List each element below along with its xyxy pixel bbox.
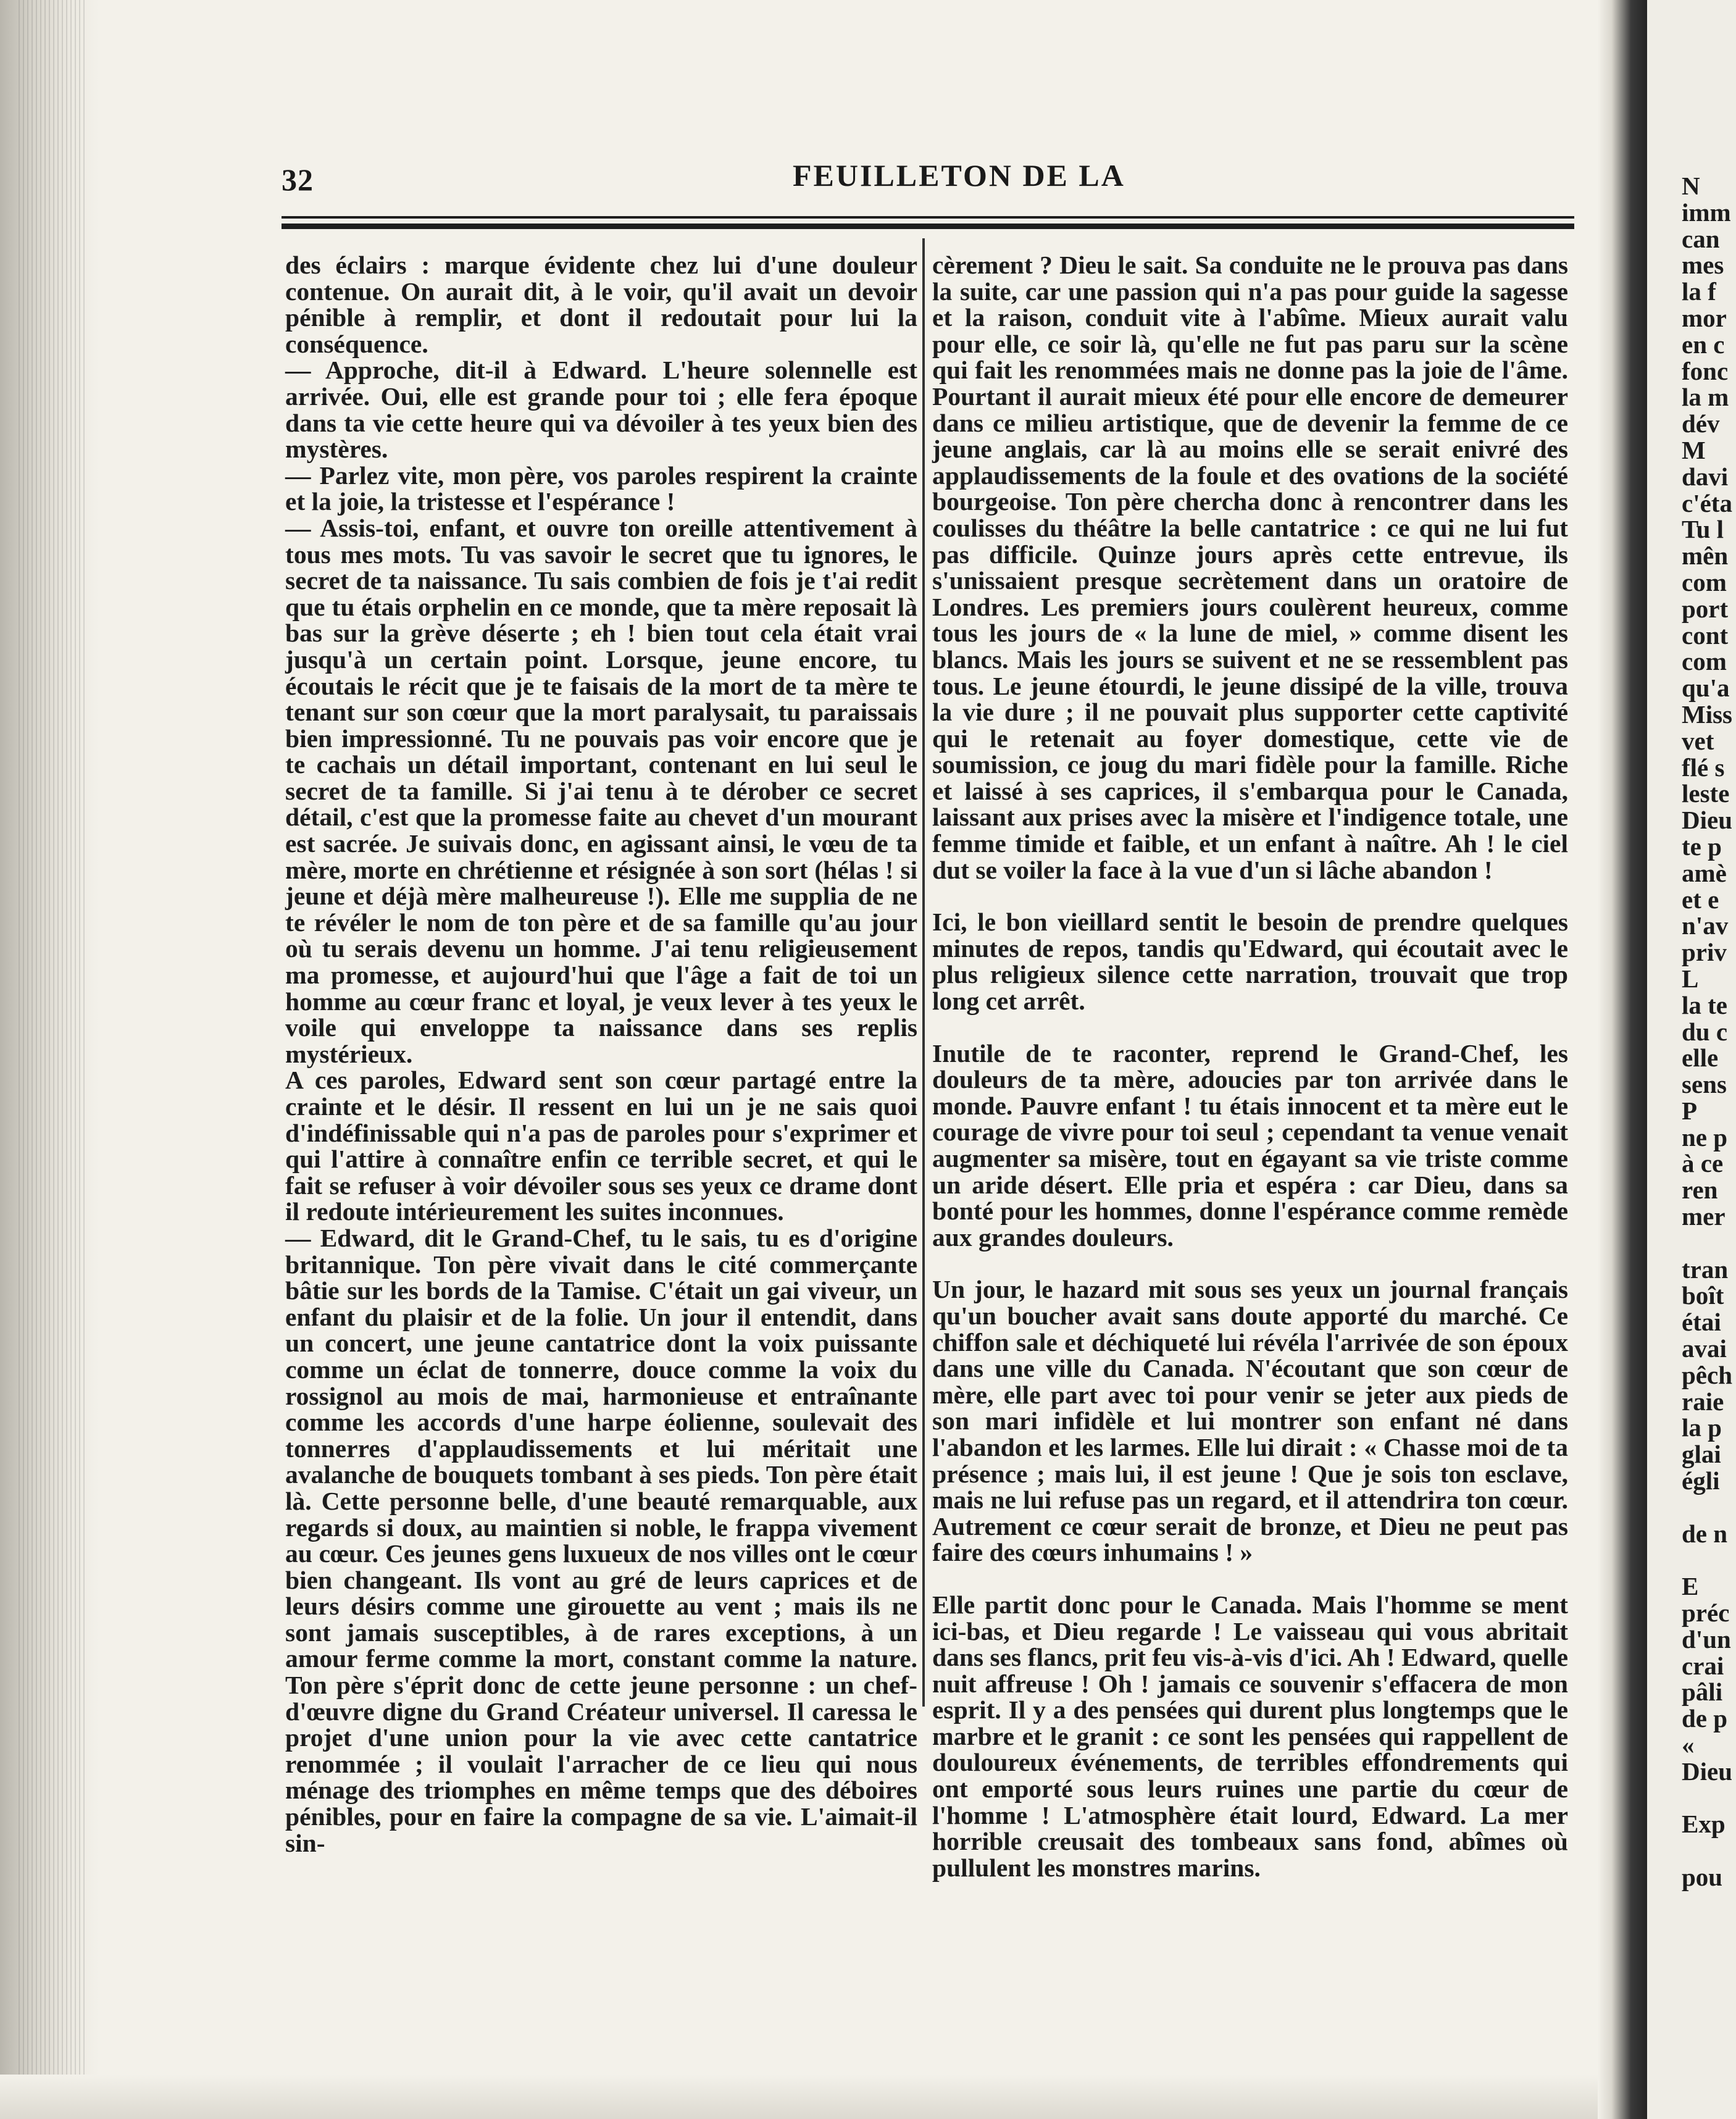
- facing-page-fragment: mên: [1682, 541, 1729, 570]
- facing-page-fragment: tran: [1682, 1255, 1729, 1284]
- facing-page-fragment: amè: [1682, 858, 1727, 887]
- facing-page-fragment: crai: [1682, 1651, 1724, 1680]
- facing-page-fragment: étai: [1682, 1308, 1721, 1337]
- facing-page-fragment: boît: [1682, 1281, 1724, 1310]
- paragraph: cèrement ? Dieu le sait. Sa conduite ne le prouva pas dans la suite, car une passion qui n'a pas pour guide la sagesse et la raison, conduit vite à l'abîme. Mieux aurait valu pour elle, ce soir là, qu'elle ne fut pas paru sur la scène qui fait les renommées mais ne donne pas la joie de l'âme. Pourtant il aurait mieux été pour elle encore de demeurer dans ce milieu artistique, que de devenir la femme de ce jeune anglais, car là au moins elle se serait enivré des applaudissements de la foule et des ovations de la société bourgeoise. Ton père chercha donc à rencontrer dans les coulisses du théâtre la belle cantatrice : ce qui ne lui fut pas difficile. Quinze jours après cette entrevue, ils s'unissaient presque secrètement dans un oratoire de Londres. Les premiers jours coulèrent heureux, comme tous les jours de « la lune de miel, » comme disent les blancs. Mais les jours se suivent et ne se ressemblent pas tous. Le jeune étourdi, le jeune dissipé de la ville, trouva la vie dure ; il ne pouvait plus supporter cette captivité qui le retenait au foyer domestique, cette vie de soumission, ce joug du mari fidèle pour la famille. Riche et laissé à ses caprices, il s'embarqua pour le Canada, laissant aux prises avec la misère et l'indigence totale, une femme timide et faible, et un enfant à naître. Ah ! le ciel dut se voiler la face à la vue d'un si lâche abandon !: [932, 251, 1568, 884]
- facing-page-fragment: pêch: [1682, 1360, 1732, 1389]
- facing-page-fragment: vet: [1682, 726, 1714, 755]
- paragraph: — Edward, dit le Grand-Chef, tu le sais, tu es d'origine britannique. Ton père vivait dans le cité commerçante bâtie sur les bords de la Tamise. C'était un gai viveur, un enfant du plaisir et de la folie. Un jour il entendit, dans un concert, une jeune cantatrice dont la voix puissante comme un éclat de tonnerre, douce comme la voix du rossignol au mois de mai, harmonieuse et entraînante comme les accords d'une harpe éolienne, soulevait des tonnerres d'applaudissements et lui méritait une avalanche de bouquets tombant à ses pieds. Ton père était là. Cette personne belle, d'une beauté remarquable, aux regards si doux, au maintien si noble, le frappa vivement au cœur. Ces jeunes gens luxueux de nos villes ont le cœur bien changeant. Ils vont au gré de leurs caprices et de leurs désirs comme une girouette au vent ; mais ils ne sont jamais susceptibles, à de rares exceptions, à un amour ferme comme la mort, constant comme la nature. Ton père s'éprit donc de cette jeune personne : un chef-d'œuvre digne du Grand Créateur universel. Il caressa le projet d'une union pour la vie avec cette cantatrice renommée ; il voulait l'arracher de ce lieu qui nous ménage des triomphes en même temps que des déboires pénibles, pour en faire la compagne de sa vie. L'aimait-il sin-: [285, 1223, 917, 1857]
- facing-page-fragment: com: [1682, 647, 1727, 676]
- header-rule-thick: [282, 224, 1574, 229]
- facing-page-fragment: [1682, 1494, 1732, 1521]
- facing-page-fragment: pou: [1682, 1863, 1723, 1891]
- left-text-column: [285, 252, 917, 1856]
- facing-page-fragment: priv: [1682, 938, 1727, 967]
- facing-page-fragment: [1682, 1547, 1732, 1573]
- page-number: 32: [282, 162, 314, 197]
- paragraph: Elle partit donc pour le Canada. Mais l'homme se ment ici-bas, et Dieu regarde ! Le vaisseau qui vous abritait dans ses flancs, prit feu vis-à-vis d'ici. Ah ! Edward, quelle nuit affreuse ! Oh ! jamais ce souvenir s'effacera de mon esprit. Il y a des pensées qui durent plus longtemps que le marbre et le granit : ce sont les pensées qui rappellent de douloureux événements, de terribles effondrements qui ont emporté sous leurs ruines une partie du cœur de l'homme ! L'atmosphère était lourd, Edward. La mer horrible creusait des tombeaux sans fond, abîmes où pullulent les monstres marins.: [932, 1590, 1568, 1882]
- running-title: FEUILLETON DE LA: [793, 158, 1125, 193]
- page-bottom-shadow: [0, 2075, 1630, 2119]
- facing-page-fragment: ne p: [1682, 1122, 1728, 1151]
- facing-page-fragment: [1682, 1785, 1732, 1812]
- paragraph: — Parlez vite, mon père, vos paroles respirent la crainte et la joie, la tristesse et l'espérance !: [285, 461, 917, 516]
- facing-page-fragment: en c: [1682, 330, 1725, 359]
- facing-page-fragment: [1682, 1230, 1732, 1256]
- paragraph: des éclairs : marque évidente chez lui d'une douleur contenue. On aurait dit, à le voir, qu'il avait un devoir pénible à remplir, et dont il redoutait pour lui la conséquence.: [285, 251, 917, 358]
- facing-page-fragment: fonc: [1682, 356, 1729, 385]
- facing-page-fragment: ren: [1682, 1176, 1718, 1205]
- facing-page-fragment: glai: [1682, 1440, 1721, 1469]
- facing-page-fragment: la f: [1682, 277, 1716, 306]
- facing-page-fragment: can: [1682, 224, 1720, 253]
- facing-page-fragment: com: [1682, 567, 1727, 596]
- facing-page: [1647, 0, 1736, 2119]
- book-gutter: [1598, 0, 1653, 2119]
- paragraph: A ces paroles, Edward sent son cœur partagé entre la crainte et le désir. Il ressent en lui un je ne sais quoi d'indéfinissable qui n'a pas de paroles pour s'exprimer et qui l'attire à connaître enfin ce terrible secret, et qui le fait se refuser à voir dévoiler sous ses yeux ce drame dont il redoute intérieurement les suites inconnues.: [285, 1066, 917, 1226]
- header-rule-thin: [282, 216, 1574, 219]
- facing-page-fragment: n'av: [1682, 911, 1729, 940]
- facing-page-fragment: de n: [1682, 1519, 1728, 1548]
- facing-page-fragment: sens: [1682, 1070, 1727, 1099]
- paragraph: Inutile de te raconter, reprend le Grand-Chef, les douleurs de ta mère, adoucies par ton arrivée dans le monde. Pauvre enfant ! tu étais innocent et ta mère eut le courage de vivre pour toi seul ; cependant ta venue venait augmenter sa misère, tout en égayant sa vie triste comme un aride désert. Elle pria et espéra : car Dieu, dans sa bonté pour les hommes, donne l'espérance comme remède aux grandes douleurs.: [932, 1039, 1568, 1252]
- paragraph: — Approche, dit-il à Edward. L'heure solennelle est arrivée. Oui, elle est grande pour toi ; elle fera époque dans ta vie cette heure qui va dévoiler à tes yeux bien des mystères.: [285, 356, 917, 464]
- facing-page-fragment: Tu l: [1682, 515, 1724, 544]
- facing-page-fragment: avai: [1682, 1334, 1727, 1363]
- facing-page-fragment: qu'a: [1682, 674, 1730, 703]
- facing-page-fragment: pâli: [1682, 1678, 1723, 1707]
- facing-page-fragment: L: [1682, 964, 1699, 993]
- facing-page-text: [1682, 173, 1732, 1891]
- facing-page-fragment: raie: [1682, 1387, 1724, 1416]
- facing-page-fragment: à ce: [1682, 1149, 1724, 1178]
- facing-page-fragment: Dieu: [1682, 1757, 1732, 1786]
- facing-page-fragment: «: [1682, 1731, 1695, 1760]
- facing-page-fragment: E: [1682, 1572, 1699, 1601]
- facing-page-fragment: préc: [1682, 1599, 1730, 1628]
- facing-page-fragment: d'un: [1682, 1624, 1731, 1653]
- facing-page-fragment: Dieu: [1682, 806, 1732, 835]
- paragraph: Ici, le bon vieillard sentit le besoin de prendre quelques minutes de repos, tandis qu'Edward, qui écoutait avec le plus religieux silence cette narration, trouvait que trop long cet arrêt.: [932, 908, 1568, 1016]
- facing-page-fragment: c'éta: [1682, 488, 1732, 517]
- page-stack-lines: [19, 0, 86, 2119]
- facing-page-fragment: [1682, 1837, 1732, 1864]
- paragraph: Un jour, le hazard mit sous ses yeux un journal français qu'un boucher avait sans doute apporté du marché. Ce chiffon sale et déchiqueté lui révéla l'arrivée de son époux dans une ville du Canada. N'écoutant que son cœur de mère, elle part avec toi pour venir se jeter aux pieds de son mari infidèle et lui montrer son enfant né dans l'abandon et les larmes. Elle lui dirait : « Chasse moi de ta présence ; mais lui, il est jeune ! Que je sois ton esclave, mais ne lui refuse pas un regard, et il attendrira ton cœur. Autrement ce cœur serait de bronze, et Dieu ne peut pas faire des cœurs inhumains ! »: [932, 1275, 1568, 1567]
- facing-page-fragment: imm: [1682, 198, 1731, 227]
- facing-page-fragment: port: [1682, 594, 1729, 623]
- facing-page-fragment: davi: [1682, 462, 1729, 491]
- facing-page-fragment: leste: [1682, 779, 1730, 808]
- facing-page-fragment: te p: [1682, 832, 1722, 861]
- facing-page-fragment: N: [1682, 172, 1700, 200]
- facing-page-fragment: égli: [1682, 1466, 1720, 1495]
- facing-page-fragment: mer: [1682, 1202, 1726, 1231]
- facing-page-fragment: Exp: [1682, 1810, 1726, 1839]
- facing-page-fragment: la p: [1682, 1413, 1722, 1442]
- column-divider: [922, 238, 925, 1707]
- facing-page-fragment: la te: [1682, 990, 1727, 1019]
- facing-page-fragment: cont: [1682, 621, 1729, 650]
- facing-page-fragment: elle: [1682, 1043, 1719, 1072]
- facing-page-fragment: et e: [1682, 885, 1719, 914]
- facing-page-fragment: M: [1682, 435, 1706, 464]
- facing-page-fragment: du c: [1682, 1017, 1728, 1046]
- facing-page-fragment: Miss: [1682, 700, 1732, 729]
- facing-page-fragment: mor: [1682, 303, 1727, 332]
- facing-page-fragment: dév: [1682, 409, 1720, 438]
- facing-page-fragment: flé s: [1682, 753, 1725, 782]
- paragraph: — Assis-toi, enfant, et ouvre ton oreille attentivement à tous mes mots. Tu vas savoir le secret que tu ignores, le secret de ta naissance. Tu sais combien de fois je t'ai redit que tu étais orphelin en ce monde, que ta mère reposait là bas sur la grève déserte ; eh ! bien tout cela était vrai jusqu'à un certain point. Lorsque, jeune encore, tu écoutais le récit que je te faisais de la mort de ta mère te tenant sur son cœur que la mort paralysait, tu paraissais bien impressionné. Tu ne pouvais pas voir encore que je te cachais un détail important, contenant en lui seul le secret de ta famille. Si j'ai tenu à te dérober ce secret détail, c'est que la promesse faite au chevet d'un mourant est sacrée. Je suivais donc, en agissant ainsi, le vœu de ta mère, morte en chrétienne et résignée à son sort (hélas ! si jeune et déjà mère malheureuse !). Elle me supplia de ne te révéler le nom de ton père et de sa famille qu'au jour où tu serais devenu un homme. J'ai tenu religieusement ma promesse, et aujourd'hui que l'âge a fait de toi un homme au cœur franc et loyal, je veux lever à tes yeux le voile qui enveloppe ta naissance dans ses replis mystérieux.: [285, 513, 917, 1068]
- facing-page-fragment: mes: [1682, 251, 1724, 280]
- facing-page-fragment: P: [1682, 1096, 1698, 1125]
- right-text-column: [932, 252, 1568, 1881]
- facing-page-fragment: la m: [1682, 383, 1729, 412]
- facing-page-fragment: de p: [1682, 1704, 1728, 1733]
